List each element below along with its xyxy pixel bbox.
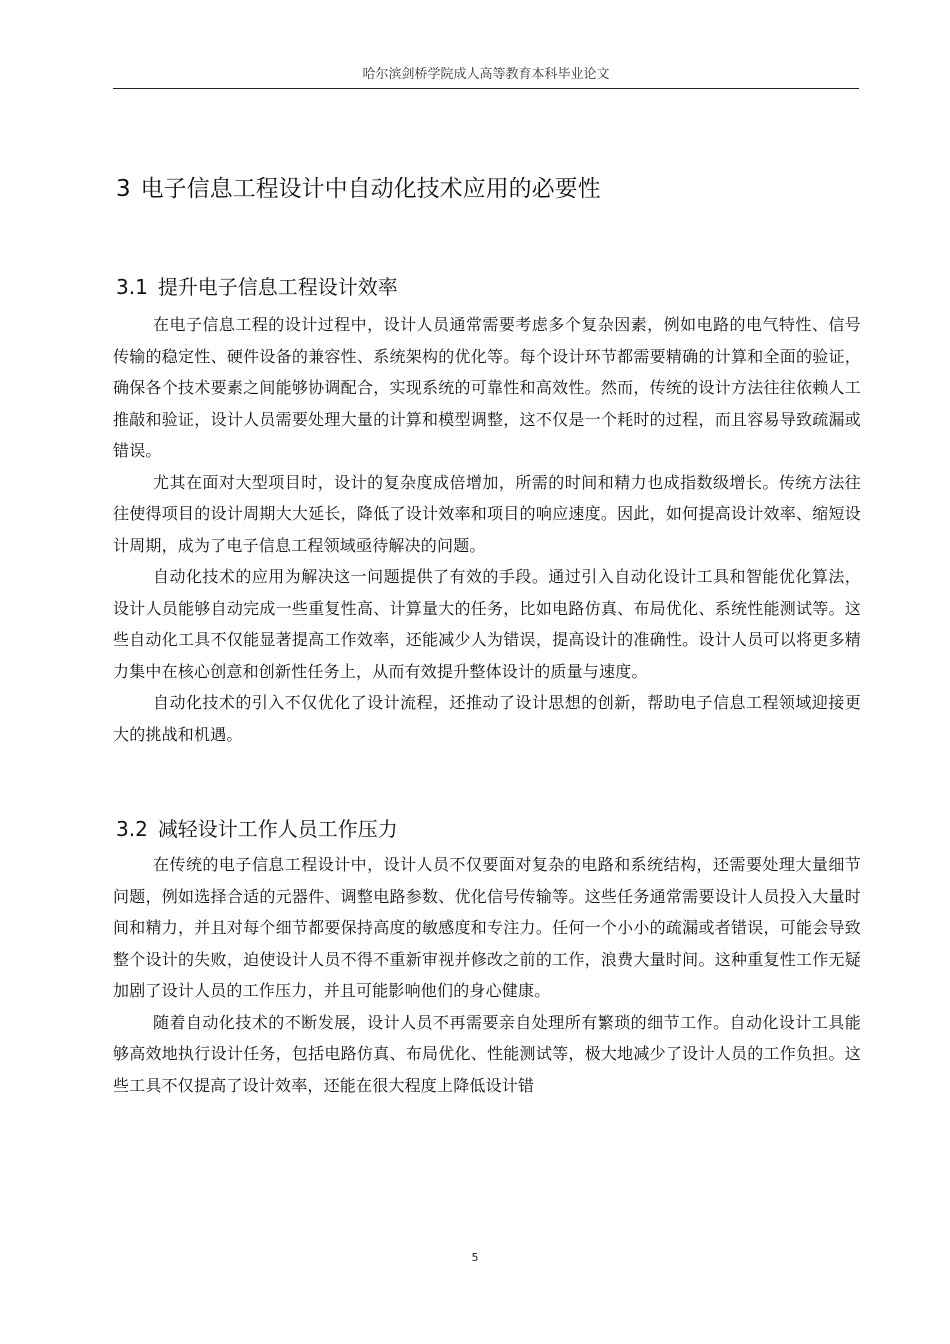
page-number: 5 bbox=[471, 1251, 479, 1264]
chapter-heading bbox=[116, 172, 856, 206]
paragraph: 在电子信息工程的设计过程中，设计人员通常需要考虑多个复杂因素，例如电路的电气特性、信号传输的稳定性、硬件设备的兼容性、系统架构的优化等。每个设计环节都需要精确的计算和全面的验证，确保各个技术要素之间能够协调配合，实现系统的可靠性和高效性。然而，传统的设计方法往往依赖人工推敲和验证，设计人员需要处理大量的计算和模型调整，这不仅是一个耗时的过程，而且容易导致疏漏或错误。 bbox=[113, 315, 861, 460]
paragraph: 自动化技术的引入不仅优化了设计流程，还推动了设计思想的创新，帮助电子信息工程领域迎接更大的挑战和机遇。 bbox=[113, 693, 861, 744]
chapter-number: 3 bbox=[116, 176, 131, 202]
paragraph: 尤其在面对大型项目时，设计的复杂度成倍增加，所需的时间和精力也成指数级增长。传统方法往往使得项目的设计周期大大延长，降低了设计效率和项目的响应速度。因此，如何提高设计效率、缩短设计周期，成为了电子信息工程领域亟待解决的问题。 bbox=[113, 472, 861, 555]
paragraph: 在传统的电子信息工程设计中，设计人员不仅要面对复杂的电路和系统结构，还需要处理大量细节问题，例如选择合适的元器件、调整电路参数、优化信号传输等。这些任务通常需要设计人员投入大量时间和精力，并且对每个细节都要保持高度的敏感度和专注力。任何一个小小的疏漏或者错误，可能会导致整个设计的失败，迫使设计人员不得不重新审视并修改之前的工作，浪费大量时间。这种重复性工作无疑加剧了设计人员的工作压力，并且可能影响他们的身心健康。 bbox=[113, 855, 861, 1000]
section-title-text: 减轻设计工作人员工作压力 bbox=[157, 817, 398, 841]
chapter-title-text: 电子信息工程设计中自动化技术应用的必要性 bbox=[140, 176, 601, 202]
paragraph: 自动化技术的应用为解决这一问题提供了有效的手段。通过引入自动化设计工具和智能优化算法，设计人员能够自动完成一些重复性高、计算量大的任务，比如电路仿真、布局优化、系统性能测试等。这些自动化工具不仅能显著提高工作效率，还能减少人为错误，提高设计的准确性。设计人员可以将更多精力集中在核心创意和创新性任务上，从而有效提升整体设计的质量与速度。 bbox=[113, 567, 861, 681]
section-number: 3.2 bbox=[116, 817, 148, 841]
section-title-text: 提升电子信息工程设计效率 bbox=[157, 275, 398, 299]
paragraph: 随着自动化技术的不断发展，设计人员不再需要亲自处理所有繁琐的细节工作。自动化设计工具能够高效地执行设计任务，包括电路仿真、布局优化、性能测试等，极大地减少了设计人员的工作负担。这些工具不仅提高了设计效率，还能在很大程度上降低设计错 bbox=[113, 1012, 861, 1095]
section-body-3-2 bbox=[113, 849, 861, 1101]
section-heading-3-1 bbox=[116, 272, 856, 302]
section-body-3-1 bbox=[113, 309, 861, 750]
header-divider bbox=[113, 88, 859, 89]
section-heading-3-2 bbox=[116, 814, 856, 844]
running-header: 哈尔滨剑桥学院成人高等教育本科毕业论文 bbox=[362, 67, 610, 82]
section-number: 3.1 bbox=[116, 275, 148, 299]
